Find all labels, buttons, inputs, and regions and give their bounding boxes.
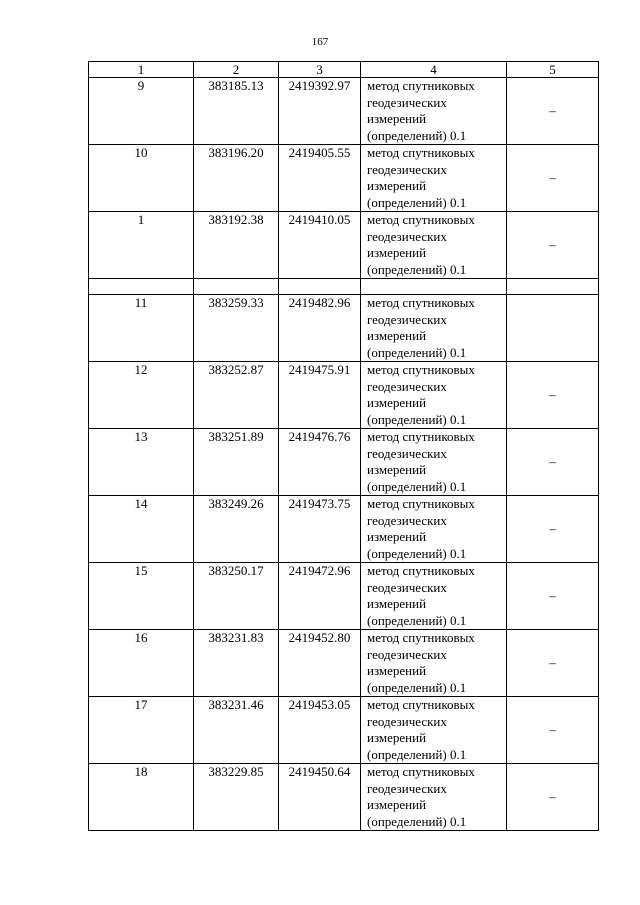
column-5-cell: [507, 78, 599, 145]
table-cell-empty: [194, 279, 279, 295]
y-coordinate-cell: 2419392.97: [279, 78, 361, 145]
point-number-cell: 18: [89, 764, 194, 831]
table-row-blank: [89, 279, 599, 295]
point-number-cell: 16: [89, 630, 194, 697]
method-cell: [361, 496, 507, 563]
table-row: [89, 697, 599, 764]
method-line: геодезических: [367, 378, 447, 394]
method-line: (определений) 0.1: [367, 478, 467, 494]
column-5-cell: [507, 563, 599, 630]
point-number-cell: 1: [89, 212, 194, 279]
column-header-4: 4: [361, 62, 507, 78]
x-coordinate-cell: 383251.89: [194, 429, 279, 496]
column-5-cell: [507, 212, 599, 279]
x-coordinate-cell: 383196.20: [194, 145, 279, 212]
x-coordinate-cell: 383185.13: [194, 78, 279, 145]
dash-mark: –: [549, 520, 556, 536]
method-line: метод спутниковых: [367, 362, 475, 377]
method-line: (определений) 0.1: [367, 344, 467, 360]
x-coordinate-cell: 383229.85: [194, 764, 279, 831]
method-line: измерений: [367, 178, 427, 193]
method-cell: [361, 295, 507, 362]
method-line: геодезических: [367, 161, 447, 177]
method-line: метод спутниковых: [367, 145, 475, 160]
y-coordinate-cell: 2419482.96: [279, 295, 361, 362]
point-number-cell: 12: [89, 362, 194, 429]
method-line: измерений: [367, 797, 427, 812]
method-line: метод спутниковых: [367, 212, 475, 227]
point-number-cell: 17: [89, 697, 194, 764]
method-cell: [361, 697, 507, 764]
method-line: геодезических: [367, 780, 447, 796]
table-row: [89, 563, 599, 630]
method-cell: [361, 764, 507, 831]
method-cell: [361, 563, 507, 630]
y-coordinate-cell: 2419453.05: [279, 697, 361, 764]
method-line: геодезических: [367, 311, 447, 327]
dash-mark: –: [549, 453, 556, 469]
point-number-cell: 14: [89, 496, 194, 563]
method-line: (определений) 0.1: [367, 612, 467, 628]
point-number-cell: 11: [89, 295, 194, 362]
method-line: метод спутниковых: [367, 78, 475, 93]
method-line: геодезических: [367, 94, 447, 110]
x-coordinate-cell: 383259.33: [194, 295, 279, 362]
method-line: метод спутниковых: [367, 630, 475, 645]
method-line: (определений) 0.1: [367, 411, 467, 427]
method-line: (определений) 0.1: [367, 746, 467, 762]
y-coordinate-cell: 2419410.05: [279, 212, 361, 279]
y-coordinate-cell: 2419472.96: [279, 563, 361, 630]
method-line: (определений) 0.1: [367, 261, 467, 277]
method-line: геодезических: [367, 646, 447, 662]
point-number-cell: 13: [89, 429, 194, 496]
method-line: метод спутниковых: [367, 429, 475, 444]
table-row: [89, 764, 599, 831]
method-cell: [361, 429, 507, 496]
column-5-cell: [507, 764, 599, 831]
method-line: геодезических: [367, 228, 447, 244]
method-line: (определений) 0.1: [367, 127, 467, 143]
method-cell: [361, 145, 507, 212]
x-coordinate-cell: 383250.17: [194, 563, 279, 630]
table-cell-empty: [507, 279, 599, 295]
method-line: измерений: [367, 395, 427, 410]
table-row: [89, 429, 599, 496]
dash-mark: –: [549, 236, 556, 252]
table-row: [89, 630, 599, 697]
table-cell-empty: [279, 279, 361, 295]
table-header-row: [89, 62, 599, 78]
method-line: измерений: [367, 663, 427, 678]
method-line: (определений) 0.1: [367, 194, 467, 210]
point-number-cell: 15: [89, 563, 194, 630]
method-line: измерений: [367, 596, 427, 611]
method-line: геодезических: [367, 579, 447, 595]
method-cell: [361, 362, 507, 429]
column-header-1: 1: [89, 62, 194, 78]
y-coordinate-cell: 2419405.55: [279, 145, 361, 212]
column-5-cell: [507, 697, 599, 764]
method-line: измерений: [367, 245, 427, 260]
method-line: (определений) 0.1: [367, 679, 467, 695]
method-line: геодезических: [367, 445, 447, 461]
method-line: метод спутниковых: [367, 697, 475, 712]
dash-mark: –: [549, 386, 556, 402]
coordinates-table: [88, 61, 599, 831]
method-line: геодезических: [367, 713, 447, 729]
dash-mark: –: [549, 721, 556, 737]
x-coordinate-cell: 383249.26: [194, 496, 279, 563]
method-line: метод спутниковых: [367, 295, 475, 310]
column-5-cell: [507, 362, 599, 429]
table-row: [89, 145, 599, 212]
dash-mark: –: [549, 788, 556, 804]
column-5-cell: [507, 295, 599, 362]
method-line: (определений) 0.1: [367, 545, 467, 561]
method-cell: [361, 212, 507, 279]
dash-mark: –: [549, 102, 556, 118]
method-line: метод спутниковых: [367, 496, 475, 511]
table-row: [89, 496, 599, 563]
y-coordinate-cell: 2419475.91: [279, 362, 361, 429]
dash-mark: –: [549, 654, 556, 670]
method-line: метод спутниковых: [367, 563, 475, 578]
method-line: измерений: [367, 462, 427, 477]
method-line: измерений: [367, 111, 427, 126]
x-coordinate-cell: 383192.38: [194, 212, 279, 279]
page-number: 167: [311, 36, 329, 48]
table-cell-empty: [89, 279, 194, 295]
point-number-cell: 9: [89, 78, 194, 145]
column-5-cell: [507, 429, 599, 496]
table-row: [89, 78, 599, 145]
column-header-3: 3: [279, 62, 361, 78]
point-number-cell: 10: [89, 145, 194, 212]
method-line: (определений) 0.1: [367, 813, 467, 829]
y-coordinate-cell: 2419452.80: [279, 630, 361, 697]
table-row: [89, 295, 599, 362]
method-cell: [361, 630, 507, 697]
table-row: [89, 212, 599, 279]
column-5-cell: [507, 630, 599, 697]
x-coordinate-cell: 383252.87: [194, 362, 279, 429]
x-coordinate-cell: 383231.46: [194, 697, 279, 764]
y-coordinate-cell: 2419476.76: [279, 429, 361, 496]
method-line: измерений: [367, 529, 427, 544]
x-coordinate-cell: 383231.83: [194, 630, 279, 697]
table-row: [89, 362, 599, 429]
dash-mark: –: [549, 587, 556, 603]
method-line: измерений: [367, 730, 427, 745]
column-5-cell: [507, 145, 599, 212]
method-line: измерений: [367, 328, 427, 343]
table-cell-empty: [361, 279, 507, 295]
dash-mark: –: [549, 169, 556, 185]
method-line: метод спутниковых: [367, 764, 475, 779]
column-5-cell: [507, 496, 599, 563]
column-header-2: 2: [194, 62, 279, 78]
column-header-5: 5: [507, 62, 599, 78]
method-line: геодезических: [367, 512, 447, 528]
method-cell: [361, 78, 507, 145]
y-coordinate-cell: 2419473.75: [279, 496, 361, 563]
y-coordinate-cell: 2419450.64: [279, 764, 361, 831]
